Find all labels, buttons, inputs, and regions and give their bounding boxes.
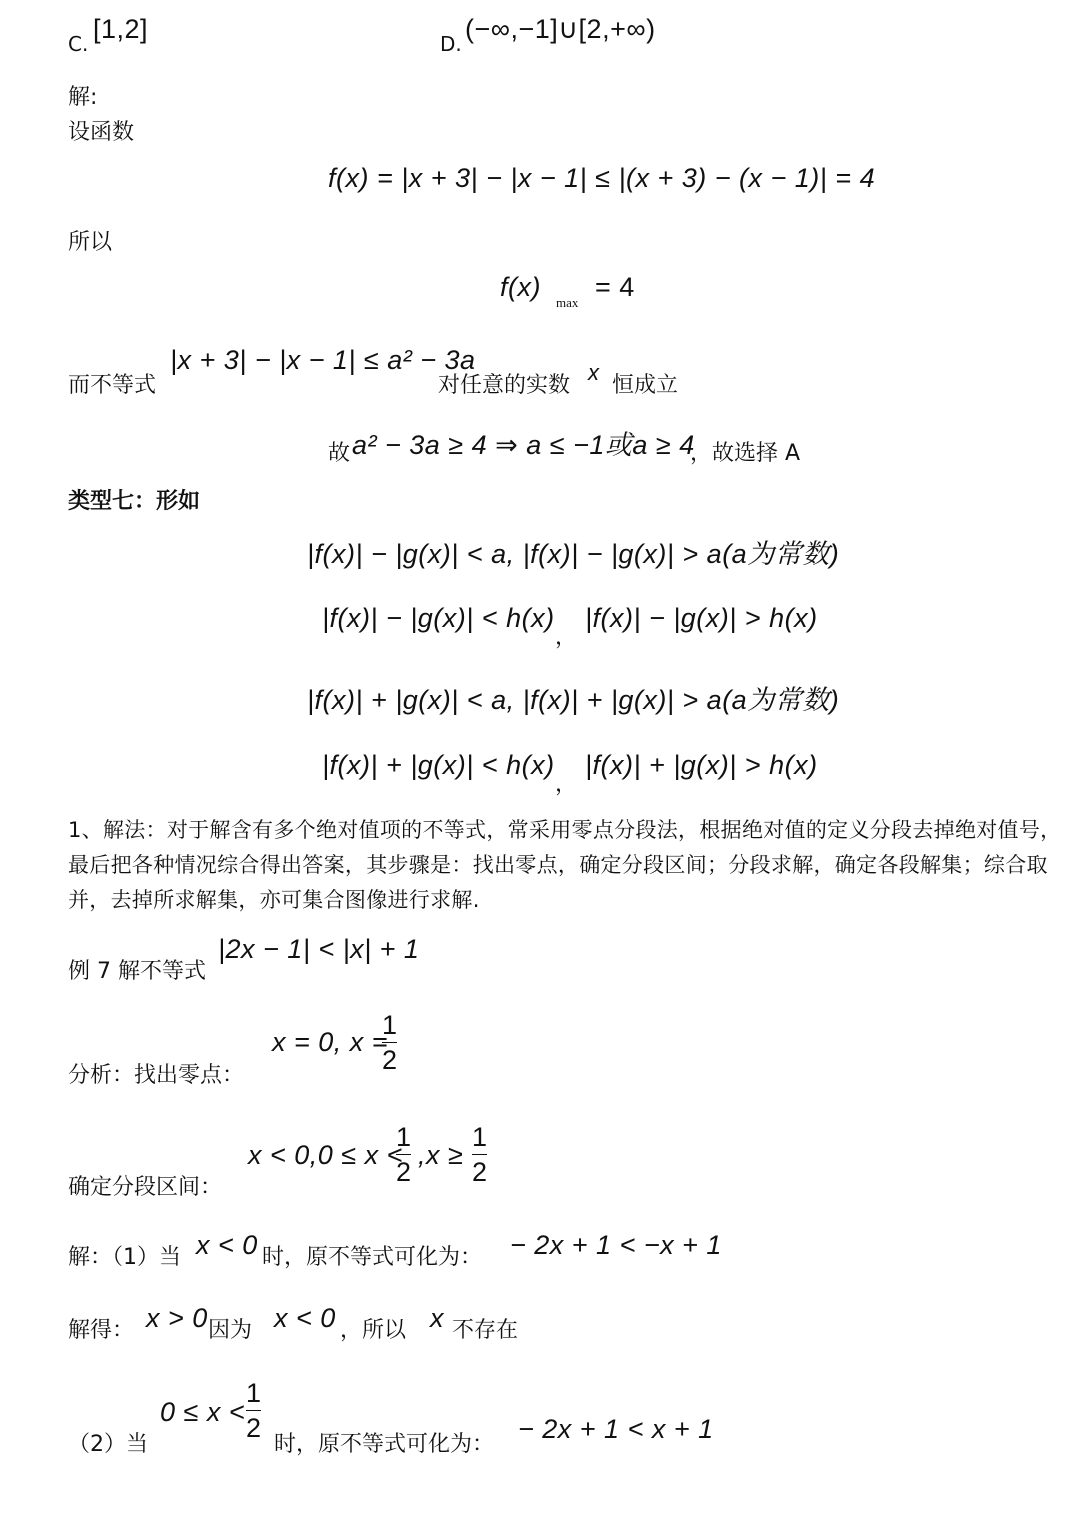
case1-formula: − 2x + 1 < −x + 1 — [510, 1230, 722, 1260]
case1-cond: x < 0 — [196, 1230, 258, 1260]
type7-heading: 类型七：形如 — [68, 489, 201, 514]
ineq-x: x — [588, 360, 600, 385]
type7-form-5: |f(x)| + |g(x)| < h(x) — [322, 750, 555, 780]
solve-x: x — [430, 1303, 444, 1333]
interval-fraction-2 — [472, 1122, 487, 1187]
solve-res: x > 0 — [146, 1303, 208, 1333]
case2-formula: − 2x + 1 < x + 1 — [518, 1414, 714, 1444]
fraction-denominator: 2 — [246, 1413, 262, 1443]
type7-form-1: |f(x)| − |g(x)| < a, |f(x)| − |g(x)| > a(a为常数) — [307, 539, 840, 569]
analysis-label: 分析：找出零点： — [68, 1063, 245, 1088]
type7-comma-2: ， — [555, 772, 578, 797]
option-c-label: C. — [68, 32, 89, 56]
case2-cond: 0 ≤ x < — [160, 1397, 246, 1427]
case2-prefix: （2）当 — [68, 1432, 148, 1457]
ineq-mid: 对任意的实数 — [438, 373, 571, 398]
type7-form-4: |f(x)| + |g(x)| < a, |f(x)| + |g(x)| > a(a为常数) — [307, 685, 840, 715]
fraction-bar — [382, 1042, 397, 1043]
example7-title: 例 7 解不等式 — [68, 959, 206, 984]
ineq-formula: |x + 3| − |x − 1| ≤ a² − 3a — [170, 345, 476, 375]
fmax-sub: max — [556, 295, 579, 310]
fmax-main: f(x) — [500, 272, 541, 302]
ineq-suffix: 恒成立 — [612, 373, 679, 398]
case1-prefix: 解：（1）当 — [68, 1245, 181, 1270]
option-d-label: D. — [440, 32, 462, 56]
fraction-denominator: 2 — [472, 1157, 488, 1187]
example7-formula: |2x − 1| < |x| + 1 — [218, 934, 420, 964]
formula-f-bound: f(x) = |x + 3| − |x − 1| ≤ |(x + 3) − (x − 1)| = 4 — [328, 163, 876, 193]
type7-form-3: |f(x)| − |g(x)| > h(x) — [585, 603, 818, 633]
fraction-bar — [472, 1154, 487, 1155]
solve-cond: x < 0 — [274, 1303, 336, 1333]
ineq-prefix: 而不等式 — [68, 373, 157, 398]
fraction-numerator: 1 — [382, 1010, 398, 1040]
conclusion-prefix: 故 — [328, 441, 351, 466]
method-paragraph: 1、解法：对于解含有多个绝对值项的不等式，常采用零点分段法，根据绝对值的定义分段去掉绝对值号，最后把各种情况综合得出答案，其步骤是：找出零点，确定分段区间；分段求解，确定各段解集；综合取并，去掉所求解集，亦可集合图像进行求解. — [68, 818, 1062, 912]
fmax-rhs: = 4 — [595, 272, 635, 302]
zeros-formula: x = 0, x = — [272, 1027, 389, 1057]
option-c-value: [1,2] — [93, 14, 149, 44]
case1-mid: 时，原不等式可化为： — [262, 1245, 483, 1270]
interval-label: 确定分段区间： — [68, 1175, 223, 1200]
interval-b: ,x ≥ — [418, 1140, 464, 1170]
interval-fraction-1 — [396, 1122, 411, 1187]
fraction-numerator: 1 — [472, 1122, 488, 1152]
type7-form-6: |f(x)| + |g(x)| > h(x) — [585, 750, 818, 780]
solution-label: 解: — [68, 85, 98, 110]
fraction-denominator: 2 — [396, 1157, 412, 1187]
fraction-numerator: 1 — [396, 1122, 412, 1152]
solve-label: 解得： — [68, 1318, 135, 1343]
interval-a: x < 0,0 ≤ x < — [248, 1140, 403, 1170]
solve-because: 因为 — [208, 1318, 253, 1343]
solve-none: 不存在 — [452, 1318, 519, 1343]
zeros-fraction — [382, 1010, 397, 1075]
option-d-value: (−∞,−1]∪[2,+∞) — [465, 14, 656, 44]
fraction-bar — [396, 1154, 411, 1155]
solve-so: ，所以 — [340, 1318, 407, 1343]
solution-intro: 设函数 — [68, 120, 135, 145]
fraction-numerator: 1 — [246, 1378, 262, 1408]
fraction-denominator: 2 — [382, 1045, 398, 1075]
case2-fraction — [246, 1378, 261, 1443]
type7-form-2: |f(x)| − |g(x)| < h(x) — [322, 603, 555, 633]
fraction-bar — [246, 1410, 261, 1411]
case2-mid: 时，原不等式可化为： — [274, 1432, 495, 1457]
conclusion-formula: a² − 3a ≥ 4 ⇒ a ≤ −1或a ≥ 4 — [352, 430, 695, 460]
conclusion-suffix: ，故选择 A — [690, 441, 801, 466]
type7-comma-1: ， — [555, 625, 578, 650]
suoyi-label: 所以 — [68, 230, 113, 255]
